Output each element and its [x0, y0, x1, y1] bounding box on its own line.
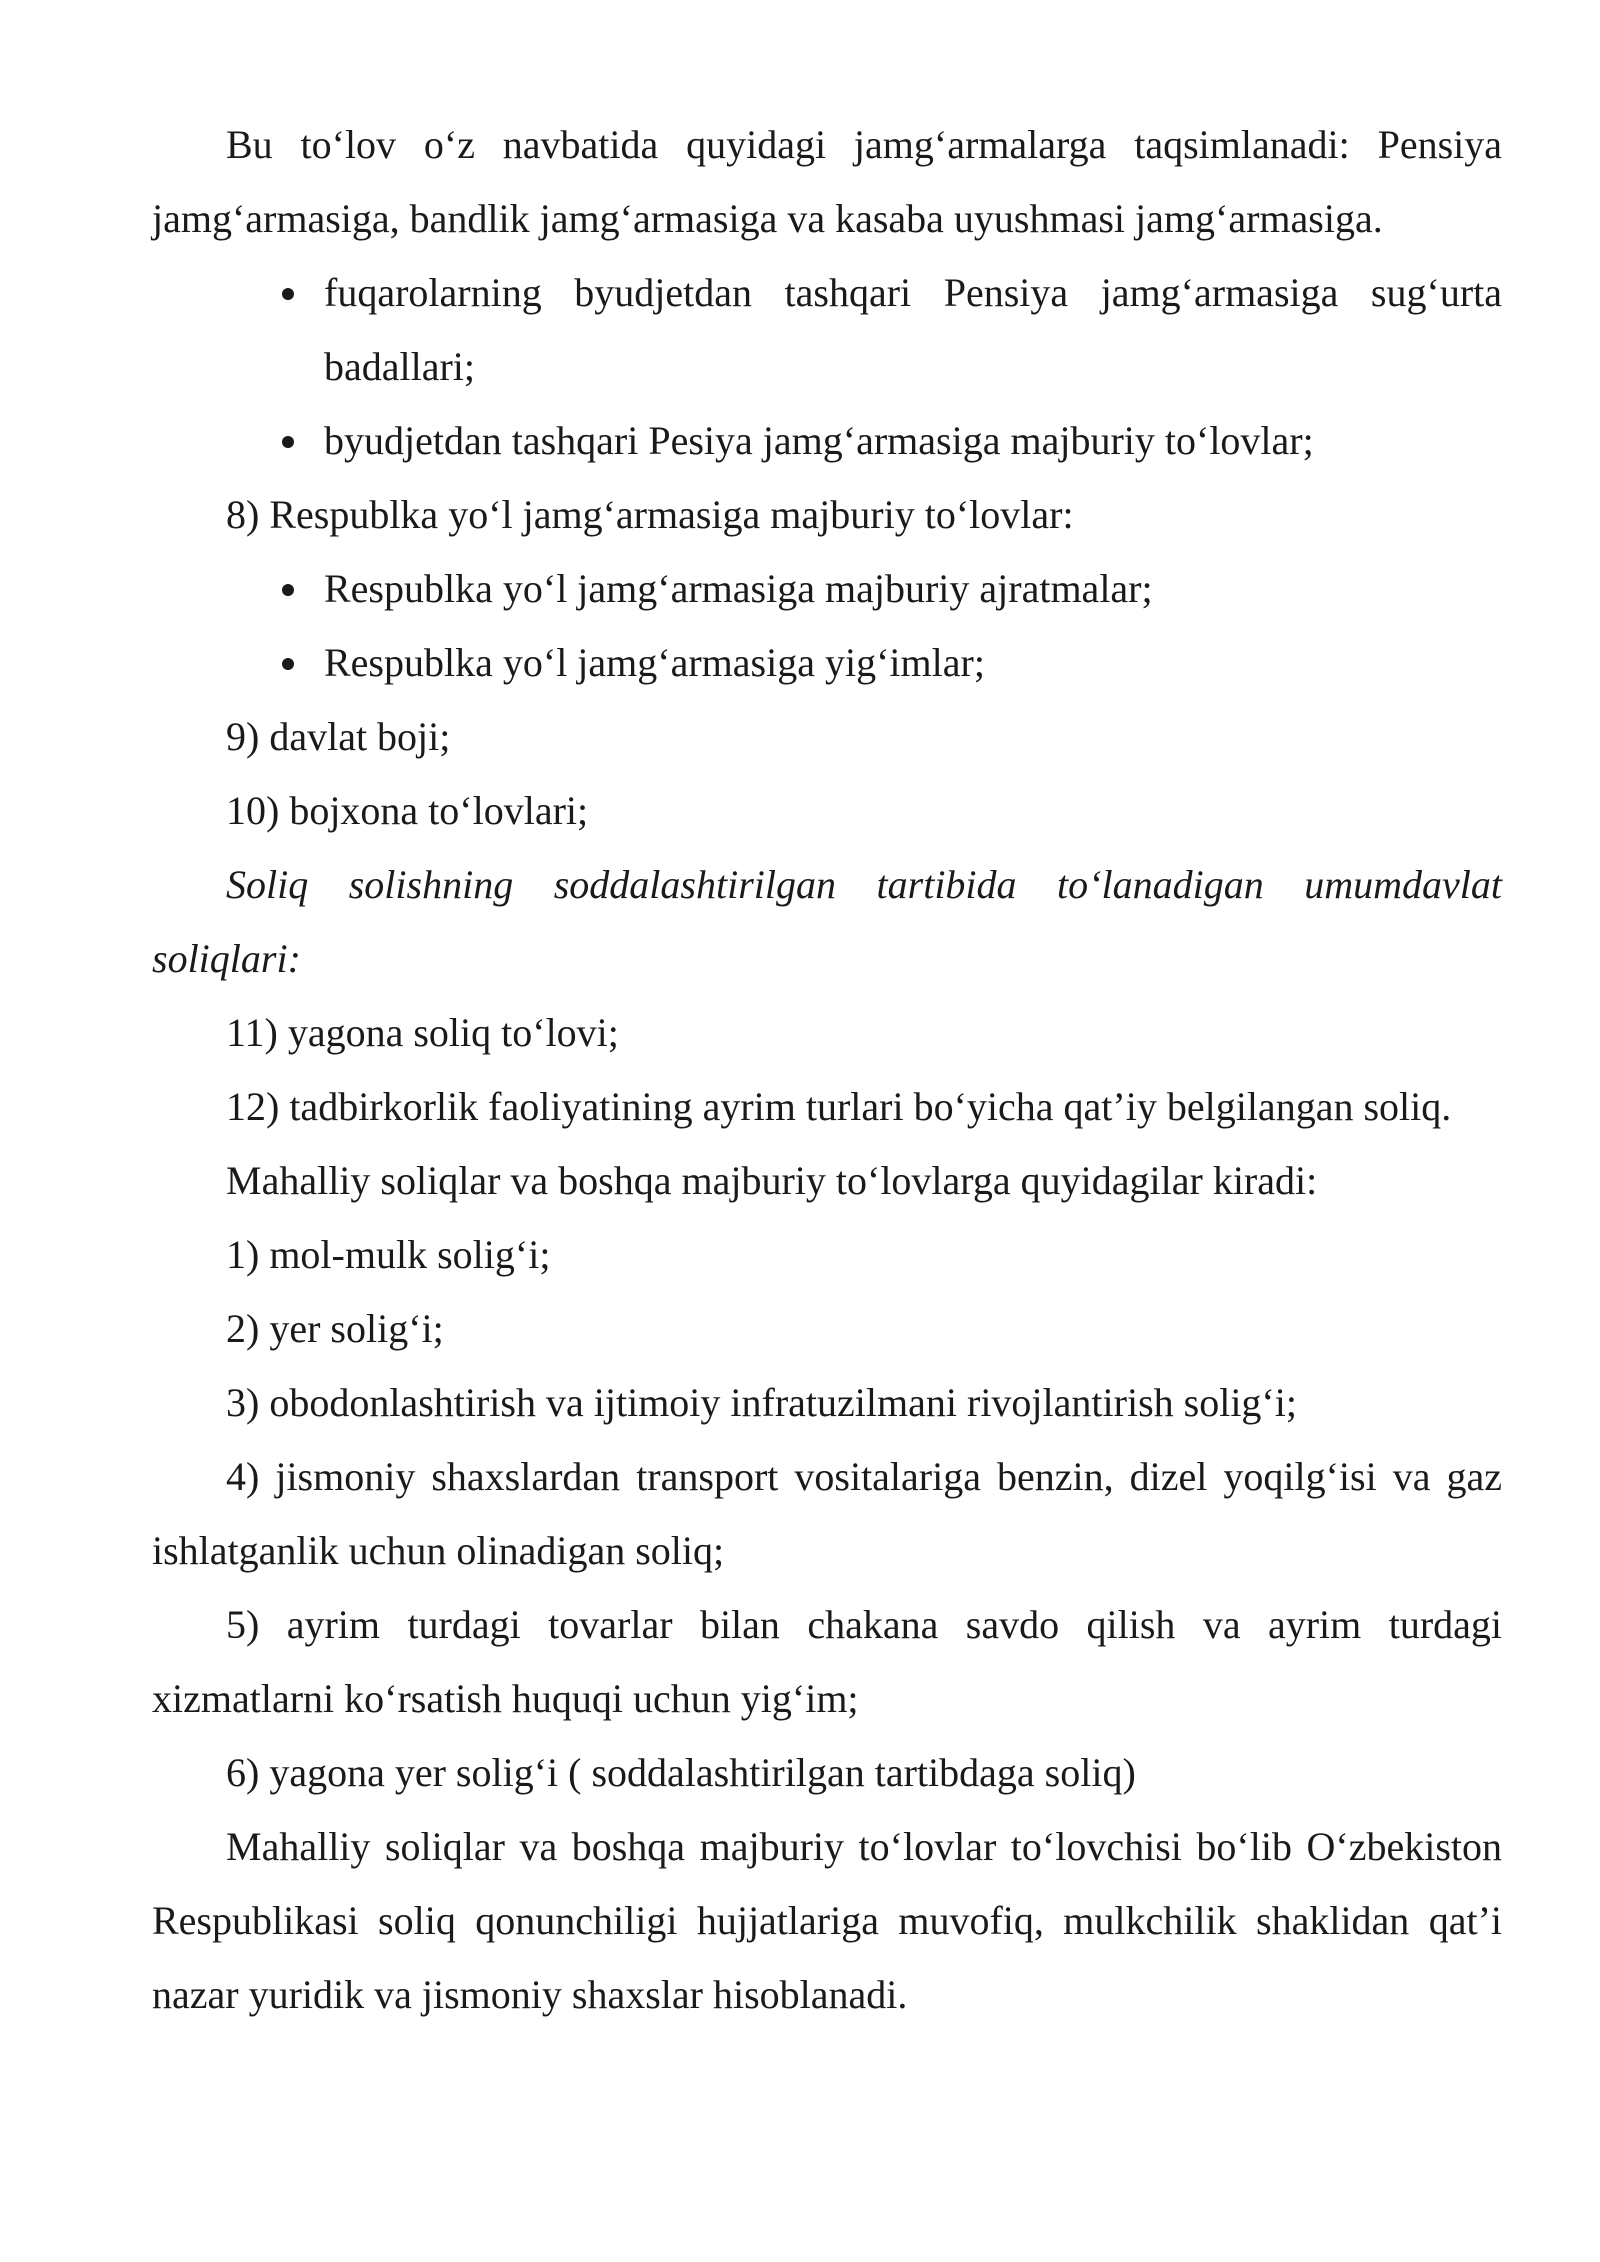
list-item-text: byudjetdan tashqari Pesiya jamg‘armasiga majburiy to‘lovlar; [324, 418, 1314, 463]
bullet-icon [282, 436, 294, 448]
item-9: 9) davlat boji; [226, 714, 451, 759]
list-item [152, 626, 1502, 700]
simplified-taxes-heading: Soliq solishning soddalashtirilgan tartibida to‘lanadigan umumdavlat soliqlari: [152, 862, 1502, 981]
item-12: 12) tadbirkorlik faoliyatining ayrim turlari bo‘yicha qat’iy belgilangan soliq. [226, 1084, 1452, 1129]
list-item-text: fuqarolarning byudjetdan tashqari Pensiya jamg‘armasiga sug‘urta badallari; [324, 270, 1502, 389]
local-taxes-intro: Mahalliy soliqlar va boshqa majburiy to‘lovlarga quyidagilar kiradi: [226, 1158, 1318, 1203]
pension-bullet-list [152, 256, 1502, 478]
list-item [152, 256, 1502, 404]
list-item [152, 404, 1502, 478]
list-item [152, 552, 1502, 626]
bullet-icon [282, 288, 294, 300]
document-page [152, 108, 1502, 2032]
local-item-2: 2) yer solig‘i; [226, 1306, 444, 1351]
local-item-6: 6) yagona yer solig‘i ( soddalashtirilgan tartibdaga soliq) [226, 1750, 1136, 1795]
road-fund-bullet-list [152, 552, 1502, 700]
bullet-icon [282, 584, 294, 596]
item-8: 8) Respublka yo‘l jamg‘armasiga majburiy to‘lovlar: [226, 492, 1074, 537]
local-item-1: 1) mol-mulk solig‘i; [226, 1232, 551, 1277]
local-item-5: 5) ayrim turdagi tovarlar bilan chakana savdo qilish va ayrim turdagi xizmatlarni ko‘rsatish huquqi uchun yig‘im; [152, 1602, 1502, 1721]
item-11: 11) yagona soliq to‘lovi; [226, 1010, 619, 1055]
item-10: 10) bojxona to‘lovlari; [226, 788, 589, 833]
local-item-3: 3) obodonlashtirish va ijtimoiy infratuzilmani rivojlantirish solig‘i; [226, 1380, 1297, 1425]
bullet-icon [282, 658, 294, 670]
intro-paragraph: Bu to‘lov o‘z navbatida quyidagi jamg‘armalarga taqsimlanadi: Pensiya jamg‘armasiga, bandlik jamg‘armasiga va kasaba uyushmasi jamg‘armasiga. [152, 122, 1502, 241]
local-item-4: 4) jismoniy shaxslardan transport vositalariga benzin, dizel yoqilg‘isi va gaz ishlatganlik uchun olinadigan soliq; [152, 1454, 1502, 1573]
list-item-text: Respublka yo‘l jamg‘armasiga yig‘imlar; [324, 640, 985, 685]
list-item-text: Respublka yo‘l jamg‘armasiga majburiy ajratmalar; [324, 566, 1153, 611]
closing-paragraph: Mahalliy soliqlar va boshqa majburiy to‘lovlar to‘lovchisi bo‘lib O‘zbekiston Respublikasi soliq qonunchiligi hujjatlariga muvofiq, mulkchilik shaklidan qat’i nazar yuridik va jismoniy shaxslar hisoblanadi. [152, 1824, 1502, 2017]
